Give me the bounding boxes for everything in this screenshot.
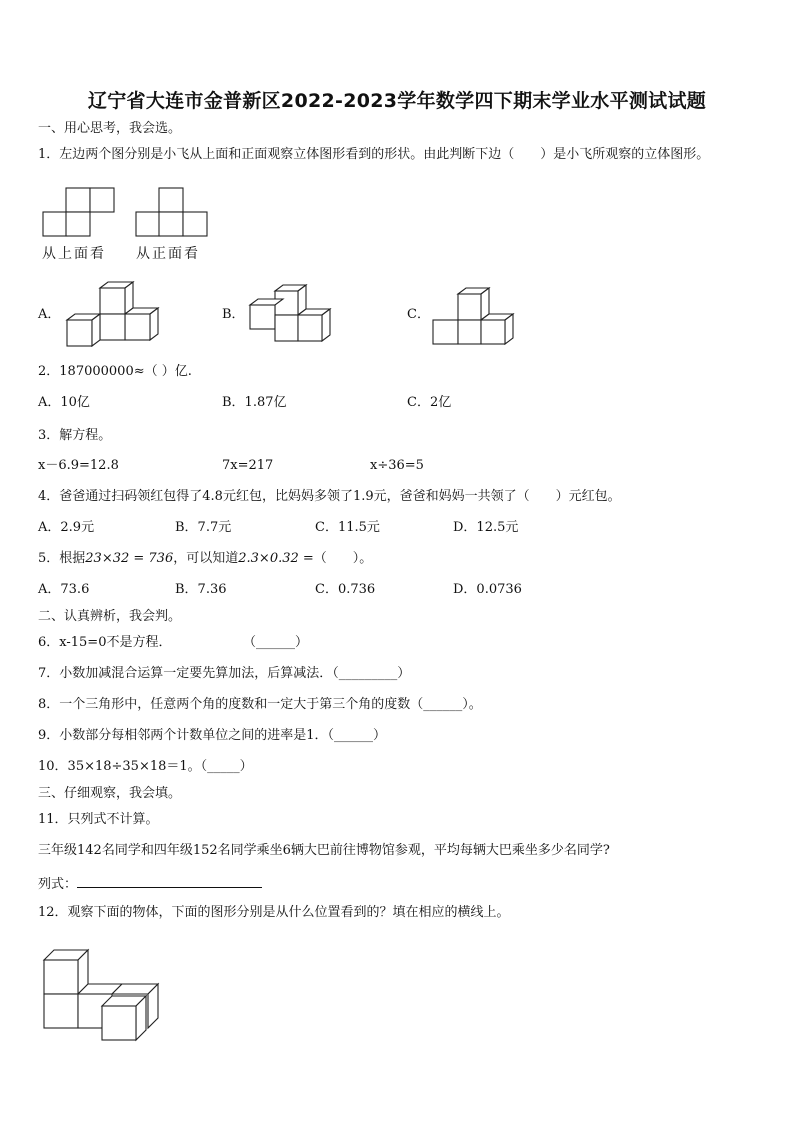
- cube-front-face: [433, 320, 458, 344]
- option-b-cube-figure: [248, 283, 338, 345]
- question-1-option-c-label: C．: [407, 307, 430, 322]
- question-5-prefix: 5．根据: [38, 551, 86, 566]
- equation-3: x÷36=5: [370, 458, 424, 473]
- question-4-option-a: A．2.9元: [38, 520, 95, 535]
- top-view-square: [43, 212, 67, 236]
- cube-side-face: [322, 309, 330, 341]
- question-6-answer-blank[interactable]: （______）: [243, 635, 309, 650]
- question-6-text: 6．x-15=0不是方程．: [38, 635, 172, 650]
- top-view-label: 从上面看: [42, 246, 106, 262]
- section-heading-1: 一、用心思考，我会选。: [38, 121, 182, 136]
- question-2-option-a: A．10亿: [38, 395, 90, 410]
- cube-side-face: [150, 308, 158, 340]
- question-11-answer-row: [38, 874, 262, 893]
- question-1-option-b-label: B．: [222, 307, 245, 322]
- question-8-text: 8．一个三角形中，任意两个角的度数和一定大于第三个角的度数（______）。: [38, 697, 482, 712]
- equation-1: x－6.9=12.8: [38, 458, 119, 473]
- cube-front-face: [275, 315, 298, 341]
- front-view-square: [183, 212, 207, 236]
- cube-front-face: [44, 960, 78, 994]
- question-7-text: 7．小数加减混合运算一定要先算加法，后算减法．（_________）: [38, 666, 411, 681]
- section-heading-3: 三、仔细观察，我会填。: [38, 786, 182, 801]
- cube-front-face: [458, 294, 481, 320]
- front-view-label: 从正面看: [136, 246, 200, 262]
- formula-2: 2.3×0.32 =: [238, 551, 314, 566]
- top-view-square: [66, 188, 90, 212]
- question-4-text: 4．爸爸通过扫码领红包得了4.8元红包，比妈妈多领了1.9元，爸爸和妈妈一共领了（ ）元红包。: [38, 489, 621, 504]
- question-5-option-c: C．0.736: [315, 582, 376, 597]
- question-11-text: 11．只列式不计算。: [38, 812, 159, 827]
- top-view-figure: [42, 187, 122, 237]
- question-5-text: [38, 551, 372, 567]
- cube-front-face: [100, 288, 125, 314]
- cube-front-face: [67, 320, 92, 346]
- front-view-square: [159, 212, 183, 236]
- front-view-square: [159, 188, 183, 212]
- option-a-cube-figure: [65, 280, 160, 350]
- cube-front-face: [250, 305, 275, 329]
- question-10-text: 10．35×18÷35×18＝1。（_____）: [38, 759, 253, 774]
- cube-front-face: [481, 320, 505, 344]
- question-5-suffix: （ ）。: [313, 551, 373, 566]
- question-12-text: 12．观察下面的物体，下面的图形分别是从什么位置看到的？填在相应的横线上。: [38, 905, 510, 920]
- page-title: 辽宁省大连市金普新区2022-2023学年数学四下期末学业水平测试试题: [87, 90, 707, 112]
- question-4-option-d: D．12.5元: [453, 520, 519, 535]
- equation-2: 7x=217: [222, 458, 274, 473]
- cube-front-face: [298, 315, 322, 341]
- cube-front-face: [100, 314, 125, 340]
- question-1-text: 1．左边两个图分别是小飞从上面和正面观察立体图形看到的形状。由此判断下边（ ）是小飞所观察的立体图形。: [38, 147, 710, 162]
- question-2-option-b: B．1.87亿: [222, 395, 287, 410]
- answer-line[interactable]: [77, 874, 262, 888]
- question-5-mid: ，可以知道: [173, 551, 239, 566]
- question-12-cube-figure: [42, 946, 167, 1046]
- front-view-figure: [135, 187, 215, 237]
- cube-front-face: [458, 320, 481, 344]
- front-view-square: [136, 212, 160, 236]
- question-3-text: 3．解方程。: [38, 428, 112, 443]
- question-2-text: 2．187000000≈（ ）亿.: [38, 364, 192, 379]
- section-heading-2: 二、认真辨析，我会判。: [38, 609, 182, 624]
- question-9-text: 9．小数部分每相邻两个计数单位之间的进率是1．（______）: [38, 728, 387, 743]
- cube-front-face: [44, 994, 78, 1028]
- answer-label: 列式：: [38, 877, 78, 892]
- top-view-square: [90, 188, 114, 212]
- question-5-option-a: A．73.6: [38, 582, 90, 597]
- cube-side-face: [505, 314, 513, 344]
- question-1-option-a-label: A．: [38, 307, 61, 322]
- question-4-option-b: B．7.7元: [175, 520, 232, 535]
- top-view-square: [66, 212, 90, 236]
- cube-front-face: [125, 314, 150, 340]
- question-5-option-d: D．0.0736: [453, 582, 522, 597]
- question-5-option-b: B．7.36: [175, 582, 227, 597]
- cube-side-face: [92, 314, 100, 346]
- question-2-option-c: C．2亿: [407, 395, 452, 410]
- question-4-option-c: C．11.5元: [315, 520, 380, 535]
- option-c-cube-figure: [431, 286, 519, 348]
- formula-1: 23×32 = 736: [85, 551, 174, 566]
- cube-front-face: [102, 1006, 136, 1040]
- question-11-problem: 三年级142名同学和四年级152名同学乘坐6辆大巴前往博物馆参观，平均每辆大巴乘坐多少名同学?: [38, 843, 610, 858]
